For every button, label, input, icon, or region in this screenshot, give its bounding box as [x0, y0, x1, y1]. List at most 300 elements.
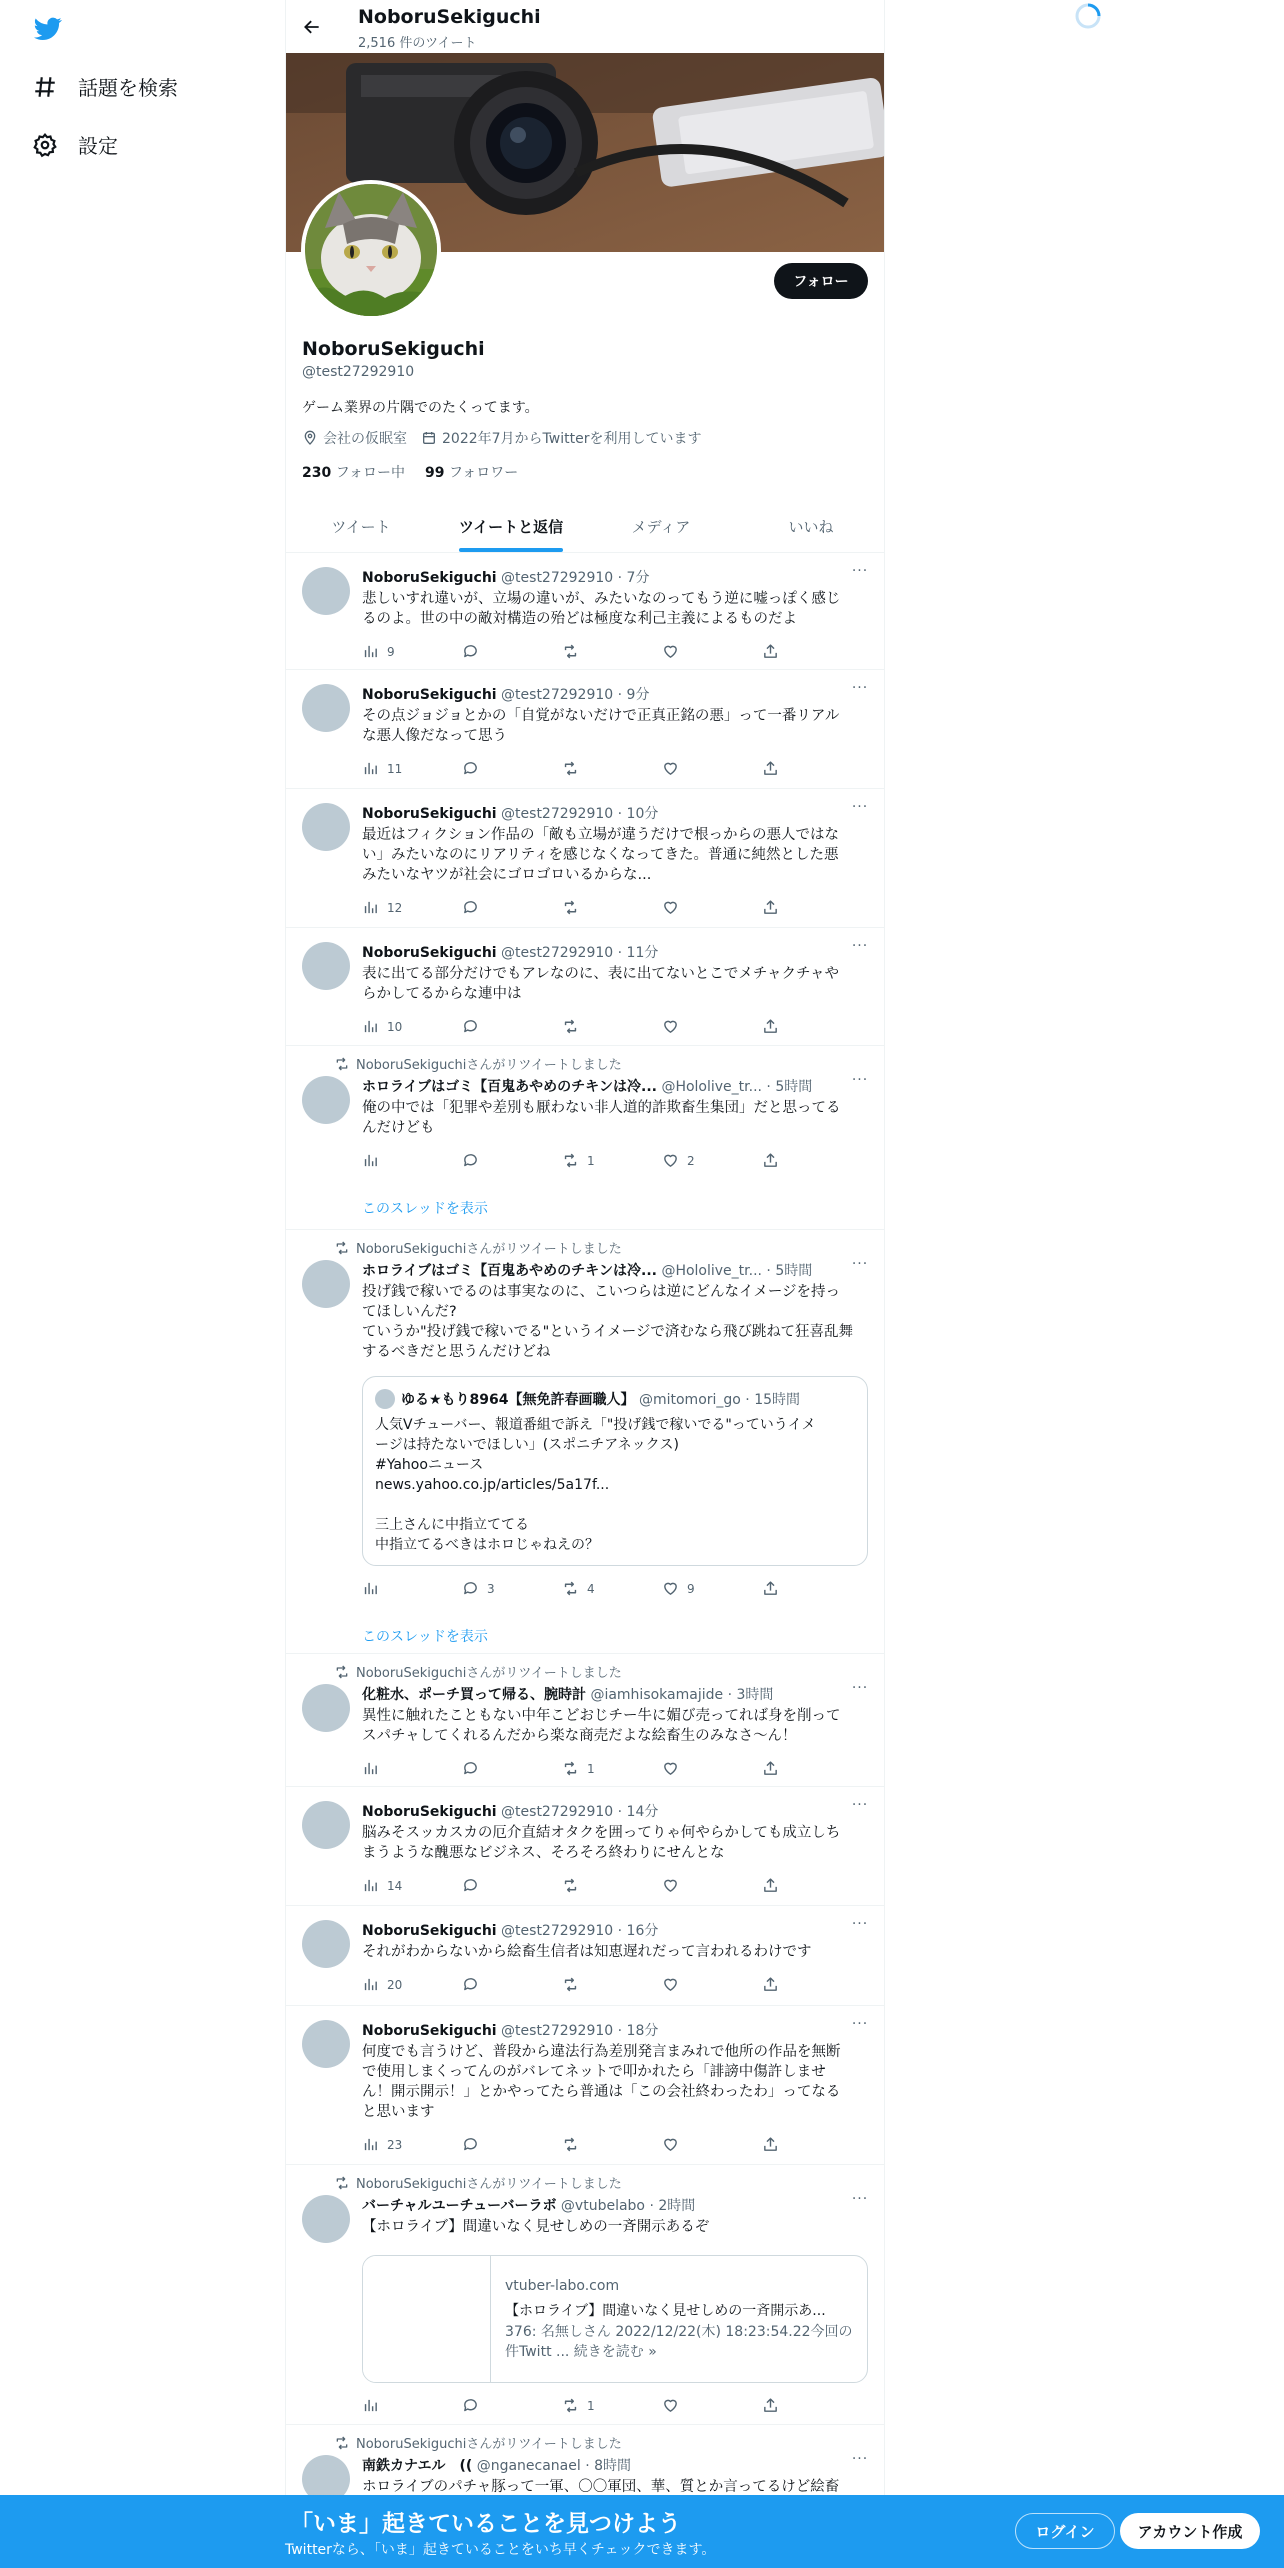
tweet-handle-time[interactable]: @test27292910 · 16分	[501, 1923, 659, 1939]
link-card[interactable]	[362, 2255, 868, 2383]
views-button[interactable]	[362, 1976, 402, 1993]
retweet-icon	[562, 2136, 579, 2153]
share-icon	[762, 643, 779, 660]
signup-banner-title: 「いま」起きていることを見つけよう	[290, 2511, 681, 2537]
reply-count: 3	[487, 1581, 495, 1596]
reply-icon	[462, 1877, 479, 1894]
tweet-text-line: 投げ銭で稼いでるのは事実なのに、こいつらは逆にどんなイメージを持っ	[362, 1284, 841, 1300]
profile-bio: ゲーム業界の片隅でのたくってます。	[302, 400, 539, 416]
tweet-text	[362, 2042, 868, 2122]
nav-settings[interactable]	[32, 130, 118, 159]
follow-button[interactable]: フォロー	[774, 263, 868, 299]
show-thread-link[interactable]: このスレッドを表示	[362, 1629, 488, 1645]
retweet-icon	[562, 1580, 579, 1597]
views-button[interactable]	[362, 760, 402, 777]
tweet-author-line	[362, 2195, 862, 2215]
views-icon	[362, 899, 379, 916]
retweet-button[interactable]	[562, 1760, 595, 1777]
like-button[interactable]	[662, 643, 679, 660]
reply-icon	[462, 899, 479, 916]
views-icon	[362, 1976, 379, 1993]
show-thread-link[interactable]: このスレッドを表示	[362, 1201, 488, 1217]
like-button[interactable]	[662, 2136, 679, 2153]
quoted-avatar	[375, 1389, 395, 1409]
like-button[interactable]	[662, 899, 679, 916]
signup-banner	[0, 2495, 1284, 2568]
share-button[interactable]	[762, 760, 779, 777]
share-button[interactable]	[762, 1018, 779, 1035]
views-button[interactable]	[362, 1760, 379, 1777]
tweet-text-line: な悪人像だなって思う	[362, 728, 507, 744]
tweet-text	[362, 706, 868, 746]
tweet-author-name[interactable]: ホロライブはゴミ【百鬼あやめのチキンは冷...	[362, 1263, 657, 1279]
nav-settings-label: 設定	[78, 134, 118, 158]
tweet-text-line: らかしてるからな連中は	[362, 986, 522, 1002]
like-button[interactable]	[662, 2397, 679, 2414]
retweet-icon	[562, 1976, 579, 1993]
tweet-author-line	[362, 684, 862, 704]
reply-button[interactable]	[462, 1760, 479, 1777]
retweet-button[interactable]	[562, 1877, 579, 1894]
profile-name: NoboruSekiguchi	[302, 338, 485, 360]
tab-tweets[interactable]: ツイート	[331, 517, 391, 536]
share-icon	[762, 1976, 779, 1993]
more-options-icon[interactable]: ···	[851, 2016, 869, 2032]
share-button[interactable]	[762, 1580, 779, 1597]
retweet-icon	[562, 899, 579, 916]
tweet-text	[362, 1942, 868, 1962]
like-icon	[662, 1760, 679, 1777]
retweet-icon	[334, 1056, 350, 1072]
retweet-icon	[562, 2397, 579, 2414]
tweet-text	[362, 2217, 868, 2237]
like-icon	[662, 1018, 679, 1035]
like-icon	[662, 1877, 679, 1894]
more-options-icon[interactable]: ···	[851, 938, 869, 954]
reply-icon	[462, 1580, 479, 1597]
share-button[interactable]	[762, 2397, 779, 2414]
link-card-description-line: 376: 名無しさん 2022/12/22(木) 18:23:54.22今回の	[505, 2324, 853, 2340]
tweet-author-name[interactable]: 南鉄カナエル ((	[362, 2458, 473, 2474]
more-options-icon[interactable]: ···	[851, 1916, 869, 1932]
tweet[interactable]	[286, 928, 885, 1046]
reply-icon	[462, 1976, 479, 1993]
like-count: 2	[687, 1153, 695, 1168]
tweet-avatar[interactable]	[302, 1260, 350, 1308]
like-button[interactable]	[662, 760, 679, 777]
reply-button[interactable]	[462, 1018, 479, 1035]
more-options-icon[interactable]: ···	[851, 1797, 869, 1813]
tab-media[interactable]: メディア	[631, 517, 691, 536]
more-options-icon[interactable]: ···	[851, 2451, 869, 2467]
views-icon	[362, 2397, 379, 2414]
retweet-count: 1	[587, 1153, 595, 1168]
share-icon	[762, 1760, 779, 1777]
link-card-description	[505, 2322, 853, 2362]
tweet-author-name[interactable]: NoboruSekiguchi	[362, 570, 497, 586]
tweet-text-line: 表に出てる部分だけでもアレなのに、表に出てないとこでメチャクチャや	[362, 966, 840, 982]
tweet-avatar[interactable]	[302, 942, 350, 990]
tweet[interactable]	[286, 670, 885, 789]
retweet-button[interactable]	[562, 1976, 579, 1993]
reply-icon	[462, 643, 479, 660]
loading-spinner-icon	[1074, 2, 1102, 30]
arrow-left-icon	[302, 17, 322, 37]
more-options-icon[interactable]: ···	[851, 2191, 869, 2207]
tweet-handle-time[interactable]: @vtubelabo · 2時間	[560, 2198, 696, 2214]
profile-header	[286, 0, 885, 53]
share-button[interactable]	[762, 1760, 779, 1777]
share-icon	[762, 2136, 779, 2153]
quoted-author-name: ゆる★もり8964【無免許春画職人】	[401, 1392, 635, 1408]
tweet-handle-time[interactable]: @test27292910 · 9分	[501, 687, 650, 703]
share-icon	[762, 1152, 779, 1169]
reply-button[interactable]	[462, 899, 479, 916]
link-card-description-line: 件Twitt ... 続きを読む »	[505, 2344, 657, 2360]
tweet-author-name[interactable]: NoboruSekiguchi	[362, 945, 497, 961]
quoted-text-line: 中指立てるべきはホロじゃねえの？	[375, 1537, 599, 1553]
retweet-by-label: NoboruSekiguchiさんがリツイートしました	[356, 2437, 622, 2452]
nav-explore-label: 話題を検索	[78, 76, 178, 100]
reply-icon	[462, 1018, 479, 1035]
tweet-text-line: それがわからないから絵畜生信者は知恵遅れだって言われるわけです	[362, 1944, 812, 1960]
tweet-actions	[362, 1760, 802, 1780]
tweet-actions	[362, 1152, 802, 1172]
views-button[interactable]	[362, 1580, 379, 1597]
retweet-indicator	[334, 2433, 622, 2452]
profile-location-text: 会社の仮眠室	[323, 431, 407, 447]
profile-handle: @test27292910	[302, 364, 415, 380]
tweet-actions	[362, 1018, 802, 1038]
quoted-text-line: news.yahoo.co.jp/articles/5a17f...	[375, 1477, 610, 1493]
tweet-avatar[interactable]	[302, 567, 350, 615]
views-button[interactable]	[362, 1152, 379, 1169]
tweet-text-line: まうような醜悪なビジネス、そろそろ終わりにせんとな	[362, 1845, 725, 1861]
tweet-author-name[interactable]: ホロライブはゴミ【百鬼あやめのチキンは冷...	[362, 1079, 657, 1095]
reply-button[interactable]	[462, 760, 479, 777]
tweet-author-line	[362, 567, 862, 587]
tweet-handle-time[interactable]: @test27292910 · 10分	[501, 806, 659, 822]
login-button[interactable]: ログイン	[1015, 2513, 1115, 2549]
hashtag-icon	[32, 74, 58, 100]
tweet-text	[362, 825, 868, 885]
tweet-text-line: 脳みそスッカスカの厄介直結オタクを囲ってりゃ何やらかしても成立しち	[362, 1825, 841, 1841]
like-icon	[662, 1152, 679, 1169]
tweet-actions	[362, 760, 802, 780]
tweet-avatar[interactable]	[302, 1684, 350, 1732]
link-card-title: 【ホロライブ】間違いなく見せしめの一斉開示あ...	[505, 2303, 826, 2319]
views-count: 12	[387, 900, 403, 915]
quoted-text-line	[375, 1495, 816, 1515]
tweet-handle-time[interactable]: @Hololive_tr... · 5時間	[661, 1263, 813, 1279]
views-count: 9	[387, 644, 395, 659]
quoted-text-line: ージは持たないでほしい」(スポニチアネックス)	[375, 1437, 679, 1453]
tweet-handle-time[interactable]: @nganecanael · 8時間	[476, 2458, 632, 2474]
quoted-text	[375, 1415, 816, 1555]
tweet[interactable]	[286, 1787, 885, 1906]
back-button[interactable]	[298, 13, 326, 41]
retweet-icon	[562, 643, 579, 660]
retweet-button[interactable]	[562, 1580, 595, 1597]
tweet-avatar[interactable]	[302, 1920, 350, 1968]
share-button[interactable]	[762, 1877, 779, 1894]
tweet-avatar[interactable]	[302, 2020, 350, 2068]
share-button[interactable]	[762, 643, 779, 660]
tweet-handle-time[interactable]: @Hololive_tr... · 5時間	[661, 1079, 813, 1095]
retweet-by-label: NoboruSekiguchiさんがリツイートしました	[356, 1666, 622, 1681]
quoted-handle-time: @mitomori_go · 15時間	[638, 1392, 801, 1408]
tweet-text-line: ていうか"投げ銭で稼いでる"というイメージで済むなら飛び跳ねて狂喜乱舞	[362, 1324, 854, 1340]
more-options-icon[interactable]: ···	[851, 799, 869, 815]
retweet-icon	[562, 1760, 579, 1777]
followers-label: フォロワー	[448, 465, 519, 481]
tweet[interactable]	[286, 2165, 885, 2425]
tweet-author-name[interactable]: NoboruSekiguchi	[362, 2023, 497, 2039]
views-button[interactable]	[362, 1877, 402, 1894]
reply-icon	[462, 2397, 479, 2414]
retweet-button[interactable]	[562, 899, 579, 916]
retweet-indicator	[334, 1662, 622, 1681]
tweet-author-line	[362, 1260, 862, 1280]
tweet-handle-time[interactable]: @test27292910 · 18分	[501, 2023, 659, 2039]
tweet[interactable]	[286, 1046, 885, 1230]
tweet-author-line	[362, 1801, 862, 1821]
tweet-text-line: ホロライブのパチャ豚って一軍、〇〇軍団、華、質とか言ってるけど絵畜	[362, 2479, 840, 2495]
retweet-indicator	[334, 1238, 622, 1257]
signup-banner-subtitle: Twitterなら、「いま」起きていることをいち早くチェックできます。	[285, 2542, 716, 2558]
tweet-text-line: スパチャしてくれるんだから楽な商売だよな絵畜生のみなさ〜ん！	[362, 1728, 797, 1744]
link-card-domain: vtuber-labo.com	[505, 2278, 620, 2294]
retweet-button[interactable]	[562, 2136, 579, 2153]
nav-explore[interactable]	[32, 72, 178, 101]
like-icon	[662, 1580, 679, 1597]
tweet-author-name[interactable]: NoboruSekiguchi	[362, 687, 497, 703]
following-link[interactable]	[302, 462, 405, 482]
retweet-count: 1	[587, 2398, 595, 2413]
more-options-icon[interactable]: ···	[851, 563, 869, 579]
like-icon	[662, 2397, 679, 2414]
tweet-avatar[interactable]	[302, 684, 350, 732]
profile-tabs	[286, 500, 885, 553]
share-button[interactable]	[762, 1976, 779, 1993]
tweet-text-line: するべきだと思うんだけどね	[362, 1344, 551, 1360]
tweet-avatar[interactable]	[302, 1801, 350, 1849]
retweet-icon	[334, 1240, 350, 1256]
share-button[interactable]	[762, 899, 779, 916]
share-button[interactable]	[762, 2136, 779, 2153]
tweet-text-line: 俺の中では「犯罪や差別も厭わない非人道的詐欺畜生集団」だと思ってる	[362, 1100, 841, 1116]
retweet-icon	[334, 2435, 350, 2451]
tweet-author-line	[362, 1076, 862, 1096]
more-options-icon[interactable]: ···	[851, 1256, 869, 1272]
tweet-text-line: 何度でも言うけど、普段から違法行為差別発言まみれで他所の作品を無断	[362, 2044, 841, 2060]
views-icon	[362, 1760, 379, 1777]
tweet-author-name[interactable]: NoboruSekiguchi	[362, 1923, 497, 1939]
quoted-author-line	[401, 1389, 800, 1409]
reply-button[interactable]	[462, 1976, 479, 1993]
like-button[interactable]	[662, 1760, 679, 1777]
views-button[interactable]	[362, 899, 402, 916]
like-button[interactable]	[662, 1580, 695, 1597]
retweet-by-label: NoboruSekiguchiさんがリツイートしました	[356, 1058, 622, 1073]
more-options-icon[interactable]: ···	[851, 1680, 869, 1696]
followers-link[interactable]	[425, 462, 518, 482]
views-button[interactable]	[362, 1018, 402, 1035]
like-button[interactable]	[662, 1152, 695, 1169]
tweet-avatar[interactable]	[302, 2195, 350, 2243]
retweet-icon	[562, 760, 579, 777]
tweet-actions	[362, 1877, 802, 1897]
header-title: NoboruSekiguchi	[358, 6, 541, 28]
tweet-text-line: 最近はフィクション作品の「敵も立場が違うだけで根っからの悪人ではな	[362, 827, 840, 843]
reply-button[interactable]	[462, 1877, 479, 1894]
share-icon	[762, 760, 779, 777]
tweet-text-line: んだけども	[362, 1120, 435, 1136]
tweet[interactable]	[286, 553, 885, 670]
like-icon	[662, 643, 679, 660]
profile-joined-text: 2022年7月からTwitterを利用しています	[442, 431, 702, 447]
views-icon	[362, 2136, 379, 2153]
tweet[interactable]	[286, 789, 885, 928]
twitter-logo-icon[interactable]	[32, 14, 64, 42]
tweet-text-line: い」みたいなのにリアリティを感じなくなってきた。普通に純然とした悪	[362, 847, 839, 863]
tweet-text-line: てほしいんだ?	[362, 1304, 457, 1320]
tweet-text-line: 【ホロライブ】間違いなく見せしめの一斉開示あるぞ	[362, 2219, 710, 2235]
tweet-text-line: 異性に触れたこともない中年こどおじチー牛に媚び売ってれば身を削って	[362, 1708, 841, 1724]
tweet-text-line: るのよ。世の中の敵対構造の殆どは極度な利己主義によるものだよ	[362, 611, 797, 627]
retweet-button[interactable]	[562, 2397, 595, 2414]
views-count: 14	[387, 1878, 403, 1893]
tweet-avatar[interactable]	[302, 1076, 350, 1124]
reply-button[interactable]	[462, 2136, 479, 2153]
tweet-actions	[362, 2397, 802, 2417]
tweet-text	[362, 964, 868, 1004]
tweet-author-name[interactable]: バーチャルユーチューバーラボ	[362, 2198, 557, 2214]
more-options-icon[interactable]: ···	[851, 680, 869, 696]
tab-tweets-and-replies[interactable]: ツイートと返信	[436, 500, 586, 552]
retweet-button[interactable]	[562, 1018, 579, 1035]
views-count: 10	[387, 1019, 403, 1034]
tweet-handle-time[interactable]: @test27292910 · 11分	[501, 945, 659, 961]
views-count: 11	[387, 761, 403, 776]
views-icon	[362, 1877, 379, 1894]
retweet-count: 4	[587, 1581, 595, 1596]
calendar-icon	[421, 430, 437, 446]
like-icon	[662, 1976, 679, 1993]
tweet-handle-time[interactable]: @test27292910 · 14分	[501, 1804, 659, 1820]
reply-icon	[462, 760, 479, 777]
more-options-icon[interactable]: ···	[851, 1072, 869, 1088]
tweet-text	[362, 1282, 868, 1362]
views-icon	[362, 1018, 379, 1035]
like-icon	[662, 760, 679, 777]
tweet[interactable]	[286, 1906, 885, 2006]
retweet-indicator	[334, 2173, 622, 2192]
share-button[interactable]	[762, 1152, 779, 1169]
tweet-text	[362, 1098, 868, 1138]
like-button[interactable]	[662, 1877, 679, 1894]
tweet-text-line: 悲しいすれ違いが、立場の違いが、みたいなのってもう逆に嘘っぽく感じ	[362, 591, 841, 607]
gear-icon	[32, 132, 58, 158]
retweet-icon	[334, 1664, 350, 1680]
tweet[interactable]	[286, 1230, 885, 1654]
share-icon	[762, 1877, 779, 1894]
like-button[interactable]	[662, 1976, 679, 1993]
profile-avatar[interactable]	[301, 180, 441, 320]
views-count: 23	[387, 2137, 403, 2152]
retweet-button[interactable]	[562, 760, 579, 777]
tweet-actions	[362, 1580, 802, 1600]
share-icon	[762, 1580, 779, 1597]
retweet-button[interactable]	[562, 643, 579, 660]
reply-button[interactable]	[462, 1580, 495, 1597]
retweet-icon	[562, 1877, 579, 1894]
tweet-author-line	[362, 803, 862, 823]
retweet-by-label: NoboruSekiguchiさんがリツイートしました	[356, 1242, 622, 1257]
tweet-text-line: その点ジョジョとかの「自覚がないだけで正真正銘の悪」って一番リアル	[362, 708, 840, 724]
tweet-author-name[interactable]: NoboruSekiguchi	[362, 806, 497, 822]
like-button[interactable]	[662, 1018, 679, 1035]
tweet-author-name[interactable]: NoboruSekiguchi	[362, 1804, 497, 1820]
reply-icon	[462, 2136, 479, 2153]
tweet-text	[362, 589, 868, 629]
quoted-text-line: 三上さんに中指立ててる	[375, 1517, 529, 1533]
tweet-text	[362, 1706, 868, 1746]
tweet[interactable]	[286, 2006, 885, 2165]
tweet-author-line	[362, 2020, 862, 2040]
quoted-text-line: #Yahooニュース	[375, 1457, 484, 1473]
views-button[interactable]	[362, 643, 395, 660]
signup-button[interactable]: アカウント作成	[1120, 2513, 1260, 2549]
reply-button[interactable]	[462, 2397, 479, 2414]
tweet-author-line	[362, 1920, 862, 1940]
views-button[interactable]	[362, 2397, 379, 2414]
tweet[interactable]	[286, 1654, 885, 1787]
tweet-actions	[362, 1976, 802, 1996]
reply-icon	[462, 1152, 479, 1169]
following-label: フォロー中	[335, 465, 405, 481]
quoted-tweet[interactable]	[362, 1376, 868, 1566]
views-count: 20	[387, 1977, 403, 1992]
retweet-icon	[562, 1018, 579, 1035]
link-card-thumbnail	[363, 2256, 491, 2383]
tweet-text	[362, 1823, 868, 1863]
reply-icon	[462, 1760, 479, 1777]
reply-button[interactable]	[462, 1152, 479, 1169]
reply-button[interactable]	[462, 643, 479, 660]
tweet-actions	[362, 2136, 802, 2156]
tweet-text-line: で使用しまくってんのがバレてネットで叩かれたら「誹謗中傷許しませ	[362, 2064, 826, 2080]
tweet-text-line: と思います	[362, 2104, 435, 2120]
tweet-count: 2,516 件のツイート	[358, 36, 477, 51]
tweet-avatar[interactable]	[302, 803, 350, 851]
retweet-button[interactable]	[562, 1152, 595, 1169]
tab-likes[interactable]: いいね	[788, 517, 834, 536]
tweet-author-line	[362, 2455, 862, 2475]
views-icon	[362, 760, 379, 777]
quoted-text-line: 人気Vチューバー、報道番組で訴え「"投げ銭で稼いでる"っていうイメ	[375, 1417, 816, 1433]
retweet-icon	[334, 2175, 350, 2191]
views-icon	[362, 1580, 379, 1597]
like-count: 9	[687, 1581, 695, 1596]
tweet-handle-time[interactable]: @test27292910 · 7分	[501, 570, 650, 586]
tweet-handle-time[interactable]: @iamhisokamajide · 3時間	[590, 1687, 774, 1703]
views-button[interactable]	[362, 2136, 402, 2153]
profile-meta	[302, 428, 701, 448]
profile-joined	[421, 428, 701, 448]
tweet-author-name[interactable]: 化粧水、ポーチ買って帰る、腕時計	[362, 1687, 586, 1703]
tweet-author-line	[362, 942, 862, 962]
